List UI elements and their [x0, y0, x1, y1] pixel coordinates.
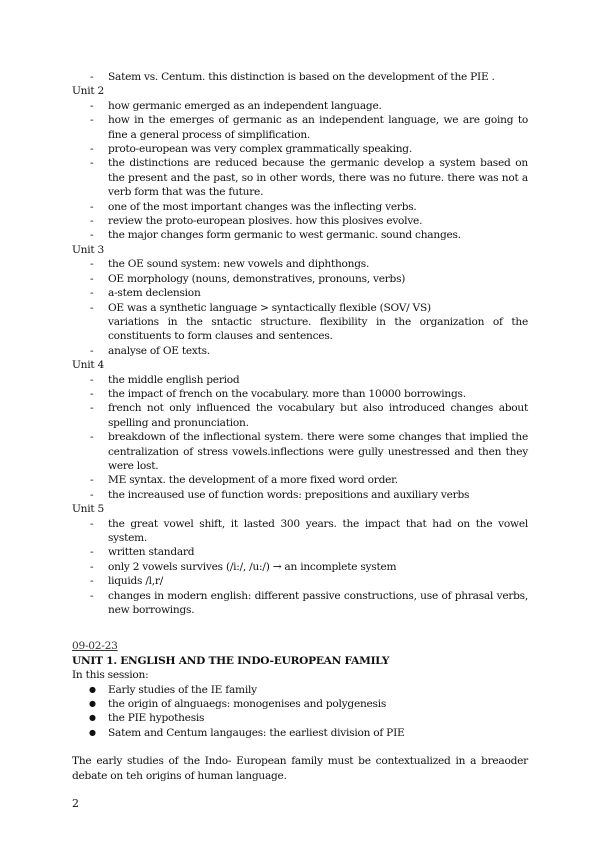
bullet-item: ● the origin of alnguaegs: monogenises and polygenesis: [72, 697, 528, 711]
unit-heading: Unit 2: [72, 85, 105, 98]
bullet-item: ● Satem and Centum langauges: the earliest division of PIE: [72, 726, 528, 740]
list-item: - OE was a synthetic language > syntactically flexible (SOV/ VS): [72, 301, 528, 315]
document-page: [72, 70, 528, 783]
list-item: - proto-european was very complex grammatically speaking.: [72, 142, 528, 156]
unit-list: [72, 517, 528, 618]
list-item: - review the proto-european plosives. how this plosives evolve.: [72, 214, 528, 228]
list-item: - liquids /l,r/: [72, 574, 528, 588]
session-date: 09-02-23: [72, 640, 118, 653]
unit-list: [72, 99, 528, 243]
bullet-item: ● the PIE hypothesis: [72, 711, 528, 725]
session-intro: In this session:: [72, 669, 149, 682]
list-item: - written standard: [72, 545, 528, 559]
page-number: 2: [72, 797, 79, 810]
list-item: - analyse of OE texts.: [72, 344, 528, 358]
list-item: - the increaused use of function words: prepositions and auxiliary verbs: [72, 488, 528, 502]
list-item: - a-stem declension: [72, 286, 528, 300]
list-item: - french not only influenced the vocabulary but also introduced changes about spelling and pronunciation.: [72, 401, 528, 430]
unit-list: [72, 373, 528, 503]
continuation-text: variations in the sntactic structure. flexibility in the organization of the constituents to form clauses and sentences.: [108, 315, 528, 343]
body-paragraph: The early studies of the Indo- European family must be contextualized in a breaoder debate on teh origins of human language.: [72, 755, 528, 782]
intro-list: [72, 70, 528, 84]
list-item: - breakdown of the inflectional system. there were some changes that implied the centralization of stress vowels.inflections were gully unestressed and then they were lost.: [72, 430, 528, 473]
list-item: - the impact of french on the vocabulary. more than 10000 borrowings.: [72, 387, 528, 401]
bullet-item: ● Early studies of the IE family: [72, 683, 528, 697]
list-item: - the middle english period: [72, 373, 528, 387]
unit-list: [72, 344, 528, 358]
list-item: - the great vowel shift, it lasted 300 years. the impact that had on the vowel system.: [72, 517, 528, 546]
list-item: - changes in modern english: different passive constructions, use of phrasal verbs, new borrowings.: [72, 589, 528, 618]
list-item: - how in the emerges of germanic as an independent language, we are going to fine a general process of simplification.: [72, 113, 528, 142]
unit-heading: Unit 5: [72, 503, 105, 516]
list-item: - OE morphology (nouns, demonstratives, pronouns, verbs): [72, 272, 528, 286]
list-item: - Satem vs. Centum. this distinction is based on the development of the PIE .: [72, 70, 528, 84]
list-item: - how germanic emerged as an independent language.: [72, 99, 528, 113]
session-title: UNIT 1. ENGLISH AND THE INDO-EUROPEAN FAMILY: [72, 654, 390, 667]
list-item: - only 2 vowels survives (/i:/, /u:/) → an incomplete system: [72, 560, 528, 574]
list-item: - the major changes form germanic to west germanic. sound changes.: [72, 228, 528, 242]
list-item: - ME syntax. the development of a more fixed word order.: [72, 473, 528, 487]
session-bullet-list: [72, 683, 528, 741]
list-item: - one of the most important changes was the inflecting verbs.: [72, 200, 528, 214]
unit-heading: Unit 3: [72, 243, 105, 256]
list-item: - the distinctions are reduced because the germanic develop a system based on the present and the past, so in other words, there was no future. there was not a verb form that was the future.: [72, 156, 528, 199]
unit-heading: Unit 4: [72, 359, 105, 372]
list-item: - the OE sound system: new vowels and diphthongs.: [72, 257, 528, 271]
unit-list: [72, 257, 528, 315]
